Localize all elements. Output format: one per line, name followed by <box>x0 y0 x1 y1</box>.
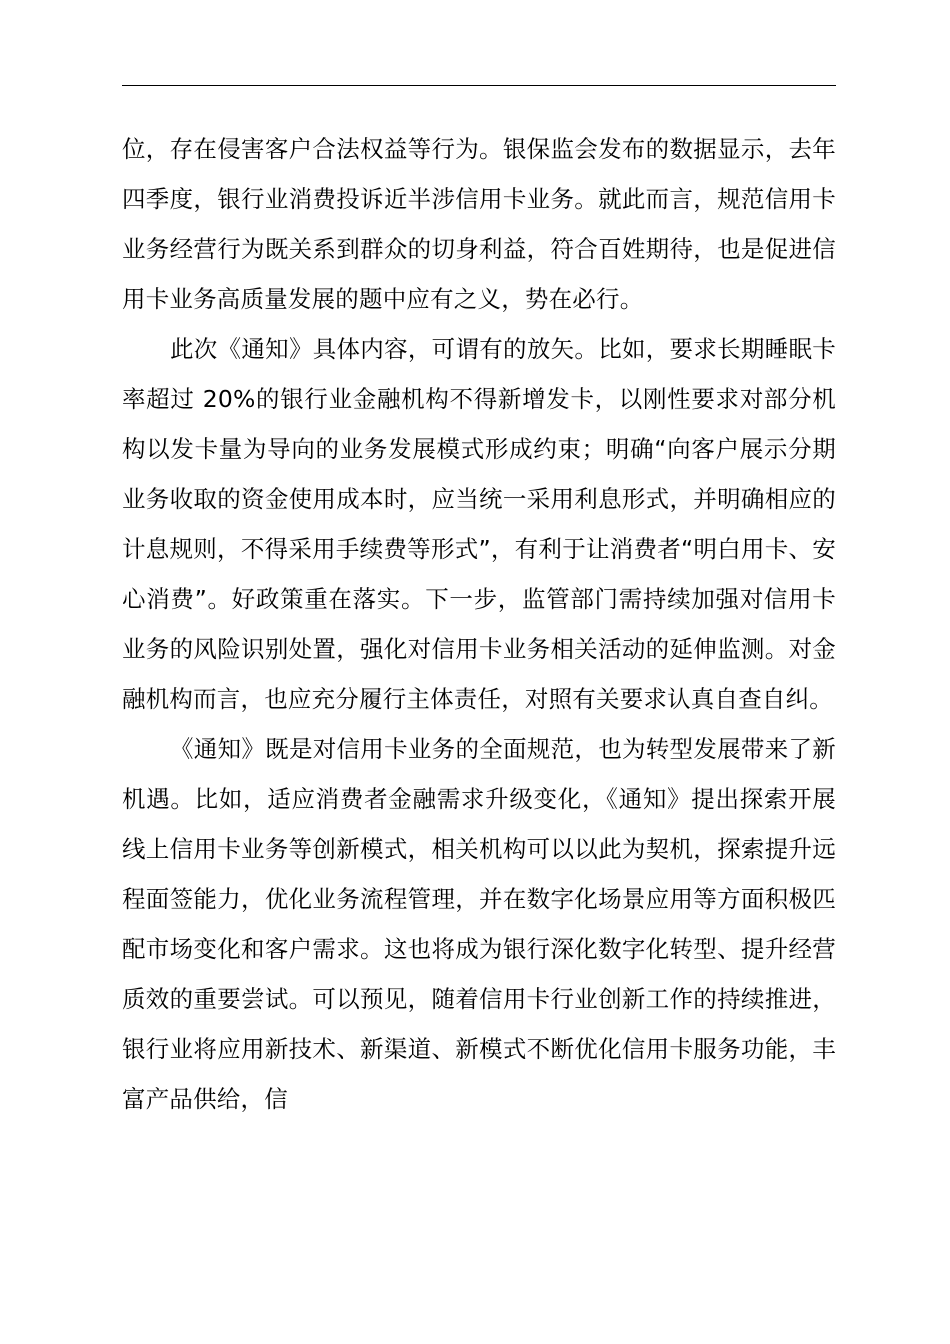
paragraph-3: 《通知》既是对信用卡业务的全面规范，也为转型发展带来了新机遇。比如，适应消费者金融需求升级变化，《通知》提出探索开展线上信用卡业务等创新模式，相关机构可以以此为契机，探索提升远程面签能力，优化业务流程管理，并在数字化场景应用等方面积极匹配市场变化和客户需求。这也将成为银行深化数字化转型、提升经营质效的重要尝试。可以预见，随着信用卡行业创新工作的持续推进，银行业将应用新技术、新渠道、新模式不断优化信用卡服务功能，丰富产品供给，信 <box>122 735 836 1113</box>
paragraph-2: 此次《通知》具体内容，可谓有的放矢。比如，要求长期睡眠卡率超过 20%的银行业金融机构不得新增发卡，以刚性要求对部分机构以发卡量为导向的业务发展模式形成约束；明确“向客户展示分期业务收取的资金使用成本时，应当统一采用利息形式，并明确相应的计息规则，不得采用手续费等形式”，有利于让消费者“明白用卡、安心消费”。好政策重在落实。下一步，监管部门需持续加强对信用卡业务的风险识别处置，强化对信用卡业务相关活动的延伸监测。对金融机构而言，也应充分履行主体责任，对照有关要求认真自查自纠。 <box>122 335 836 713</box>
header-rule <box>122 85 836 86</box>
paragraph-1: 位，存在侵害客户合法权益等行为。银保监会发布的数据显示，去年四季度，银行业消费投诉近半涉信用卡业务。就此而言，规范信用卡业务经营行为既关系到群众的切身利益，符合百姓期待，也是促进信用卡业务高质量发展的题中应有之义，势在必行。 <box>122 135 836 313</box>
article-body <box>122 124 836 1124</box>
